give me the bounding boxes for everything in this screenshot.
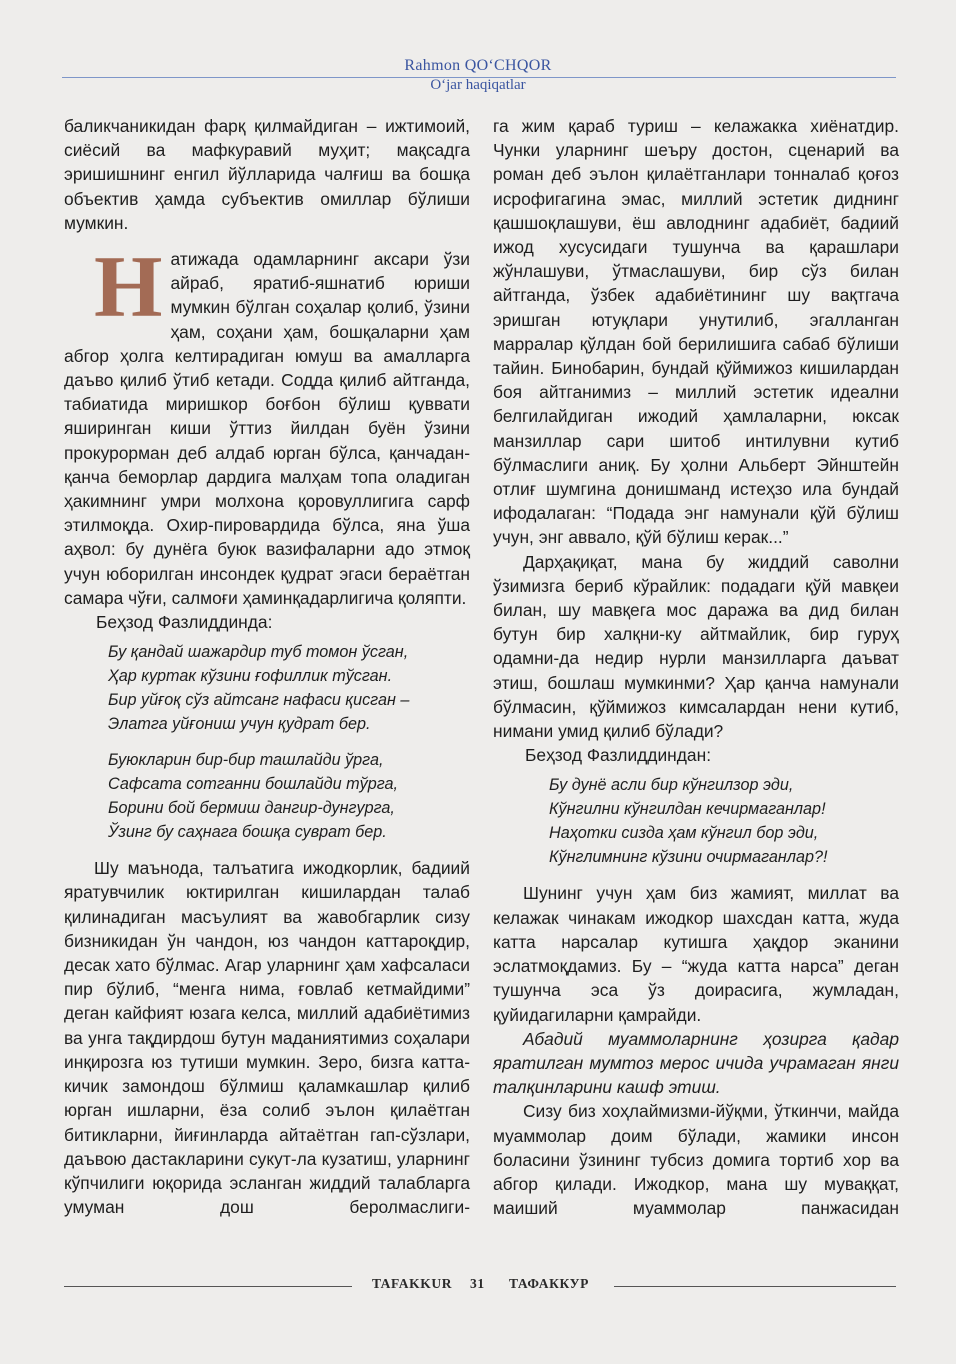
poem-line: Бир уйғоқ сўз айтсанг нафаси қисган – <box>108 691 410 710</box>
poem-line: Буюкларин бир-бир ташлайди ўрга, <box>108 751 384 770</box>
poem-line: Сафсата сотганни бошлайди тўрга, <box>108 775 399 794</box>
poem-stanza <box>493 773 899 869</box>
footer-rule-left <box>64 1286 352 1287</box>
paragraph-with-dropcap <box>64 239 470 610</box>
paragraph: Сизу биз хоҳлаймизми-йўқми, ўткинчи, майда муаммолар доим бўлади, жамики инсон боласини ўзининг тубсиз домига тортиб хор ва абгор қилади. Ижодкор, мана шу муваққат, маиший муаммолар панжасидан <box>493 1101 899 1219</box>
spacer <box>493 869 899 881</box>
spacer <box>64 844 470 856</box>
poem-line: Кўнглимнинг кўзини очирмаганлар?! <box>549 848 828 867</box>
poem-stanza <box>64 748 470 844</box>
header-rule <box>62 77 896 78</box>
running-header <box>0 56 956 94</box>
right-column <box>493 114 899 1220</box>
page-number: 31 <box>470 1276 485 1291</box>
poem-line: Кўнгилни кўнгилдан кечирмаганлар! <box>549 800 826 819</box>
poem-line: Наҳотки сизда ҳам кўнгил бор эди, <box>549 824 819 843</box>
poet-attribution: Беҳзод Фазлиддинда: <box>96 612 273 633</box>
paragraph: Шу маънода, талъатига ижодкорлик, бадиий яратувчилик юктирилган кишилардан талаб қилинадиган масъулият ва жавобгарлик сизу бизникидан ўн чандон, юз чандон каттароқдир, десак хато бўлмас. Агар уларнинг ҳам хафсаласи пир бўлиб, “менга нима, ғовлаб кетмайдими” деган кайфият юзага келса, миллий адабиётимиз ва унга тақдирдош бутун маданиятимиз соҳалари инқирозга юз тутиши мумкин. Зеро, бизга катта-кичик замондош бўлмиш қаламкашлар қилиб юрган ишларни, ёза солиб эълон қилаётган битикларни, йиғинларда айтаётган гап-сўзлари, даъвою дастакларини сукут-ла кузатиш, уларнинг кўпчилиги юқорида эсланган жиддий талабларга умуман дош беролмаслиги- <box>64 858 470 1218</box>
footer-rule-right <box>614 1286 896 1287</box>
paragraph: баликчаникидан фарқ қилмайдиган – ижтимоий, сиёсий ва мафкуравий муҳит; мақсадга эришишнинг енгил йўлларида чалғиш ва бошқа объектив ҳамда субъектив омиллар бўлиши мумкин. <box>64 116 470 233</box>
footer-magazine-cyrillic: ТАФАККУР <box>509 1276 589 1291</box>
drop-cap: Н <box>94 239 163 337</box>
author-name: Rahmon QO‘CHQOR <box>404 57 552 74</box>
spacer <box>64 736 470 748</box>
paragraph: га жим қараб туриш – келажакка хиёнатдир. Чунки уларнинг шеъру достон, сценарий ва роман деб эълон қилаётганлари тонналаб қоғоз исрофигагина эмас, миллий эстетик диднинг қашшоқлашуви, ёш авлоднинг адабиёт, бадиий ижод хусусидаги тушунча ва қарашлари жўнлашуви, ўтмаслашуви, бир сўз билан айтганда, ўзбек адабиётининг шу вақтгача эришган ютуқлари унутилиб, эгалланган марралар қўлдан бой берилишига сабаб бўлиши тайин. Бинобарин, бундай қўймижоз кишилардан боя айтганимиз – миллий эстетик идеални белгилайдиган ижодий ҳамлаларни, юксак манзиллар сари шитоб интилувни кутиб бўлмаслиги аниқ. Бу ҳолни Альберт Эйнштейн отлиғ шумгина донишманд истеҳзо ила бундай ифодалаган: “Подада энг намунали қўй бўлиш учун, энг аввало, қўй бўлиш керак...” <box>493 116 899 548</box>
paragraph: Шунинг учун ҳам биз жамият, миллат ва келажак чинакам ижодкор шахсдан катта, жуда катта нарсалар кутишга ҳақдор эканини эслатмоқдамиз. Бу – “жуда катта нарса” деган тушунча эса ўз доирасига, жумладан, қуйидагиларни қамрайди. <box>493 883 899 1025</box>
page-footer <box>0 1276 956 1296</box>
poem-line: Бу қандай шажардир туб томон ўсган, <box>108 643 409 662</box>
poem-line: Ҳар куртак кўзини ғофиллик тўсган. <box>108 667 393 686</box>
paragraph-emphasis: Абадий муаммоларнинг ҳозирга қадар яратилган мумтоз мерос ичида учрамаган янги талқинларини кашф этиш. <box>493 1028 899 1098</box>
poem-line: Бу дунё асли бир кўнгилзор эди, <box>549 776 794 795</box>
poem-line: Ўзинг бу саҳнага бошқа суврат бер. <box>108 823 387 842</box>
footer-magazine-latin: TAFAKKUR <box>372 1276 453 1291</box>
poem-line: Элатга уйғониш учун қудрат бер. <box>108 715 371 734</box>
article-title: O‘jar haqiqatlar <box>430 77 526 93</box>
paragraph-text: атижада одамларнинг аксари ўзи айраб, яратиб-яшнатиб юриши мумкин бўлган соҳалар қолиб, ўзини ҳам, соҳани ҳам, бошқаларни ҳам абгор ҳолга келтирадиган юмуш ва амалларга даъво қилиб ўтиб кетади. Содда қилиб айтганда, табиатида миришкор боғбон бўлиш қуввати яширинган киши ўттиз йилдан буён ўзини прокурорман деб алдаб юрган бўлса, қанчадан-қанча беморлар дардига малҳам топа оладиган ҳакимнинг умри молхона қоровуллигига сарф этилмоқда. Охир-пировардида бўлса, яна ўша аҳвол: бу дунёга буюк вазифаларни адо этмоқ учун юборилган инсондек қудрат эгаси бераётган самара чўғи, салмоғи ҳаминқадарлигича қоляпти. <box>64 249 470 608</box>
poem-stanza <box>64 640 470 736</box>
left-column <box>64 114 470 1219</box>
paragraph: Дарҳақиқат, мана бу жиддий саволни ўзимизга бериб кўрайлик: подадаги қўй мавқеи билан, шу мавқега мос даража ва дид билан бутун бир халқни-ку айтмайлик, бир гуруҳ одамни-да недир нурли манзилларга даъват этиш, бошлаш мумкинми? Ҳар қанча намунали бўлмасин, қўймижоз кимсалардан нени кутиб, нимани умид қилиб бўлади? <box>493 551 899 742</box>
poem-line: Борини бой бермиш дангир-дунгурга, <box>108 799 395 818</box>
poet-attribution: Беҳзод Фазлиддиндан: <box>525 745 712 766</box>
